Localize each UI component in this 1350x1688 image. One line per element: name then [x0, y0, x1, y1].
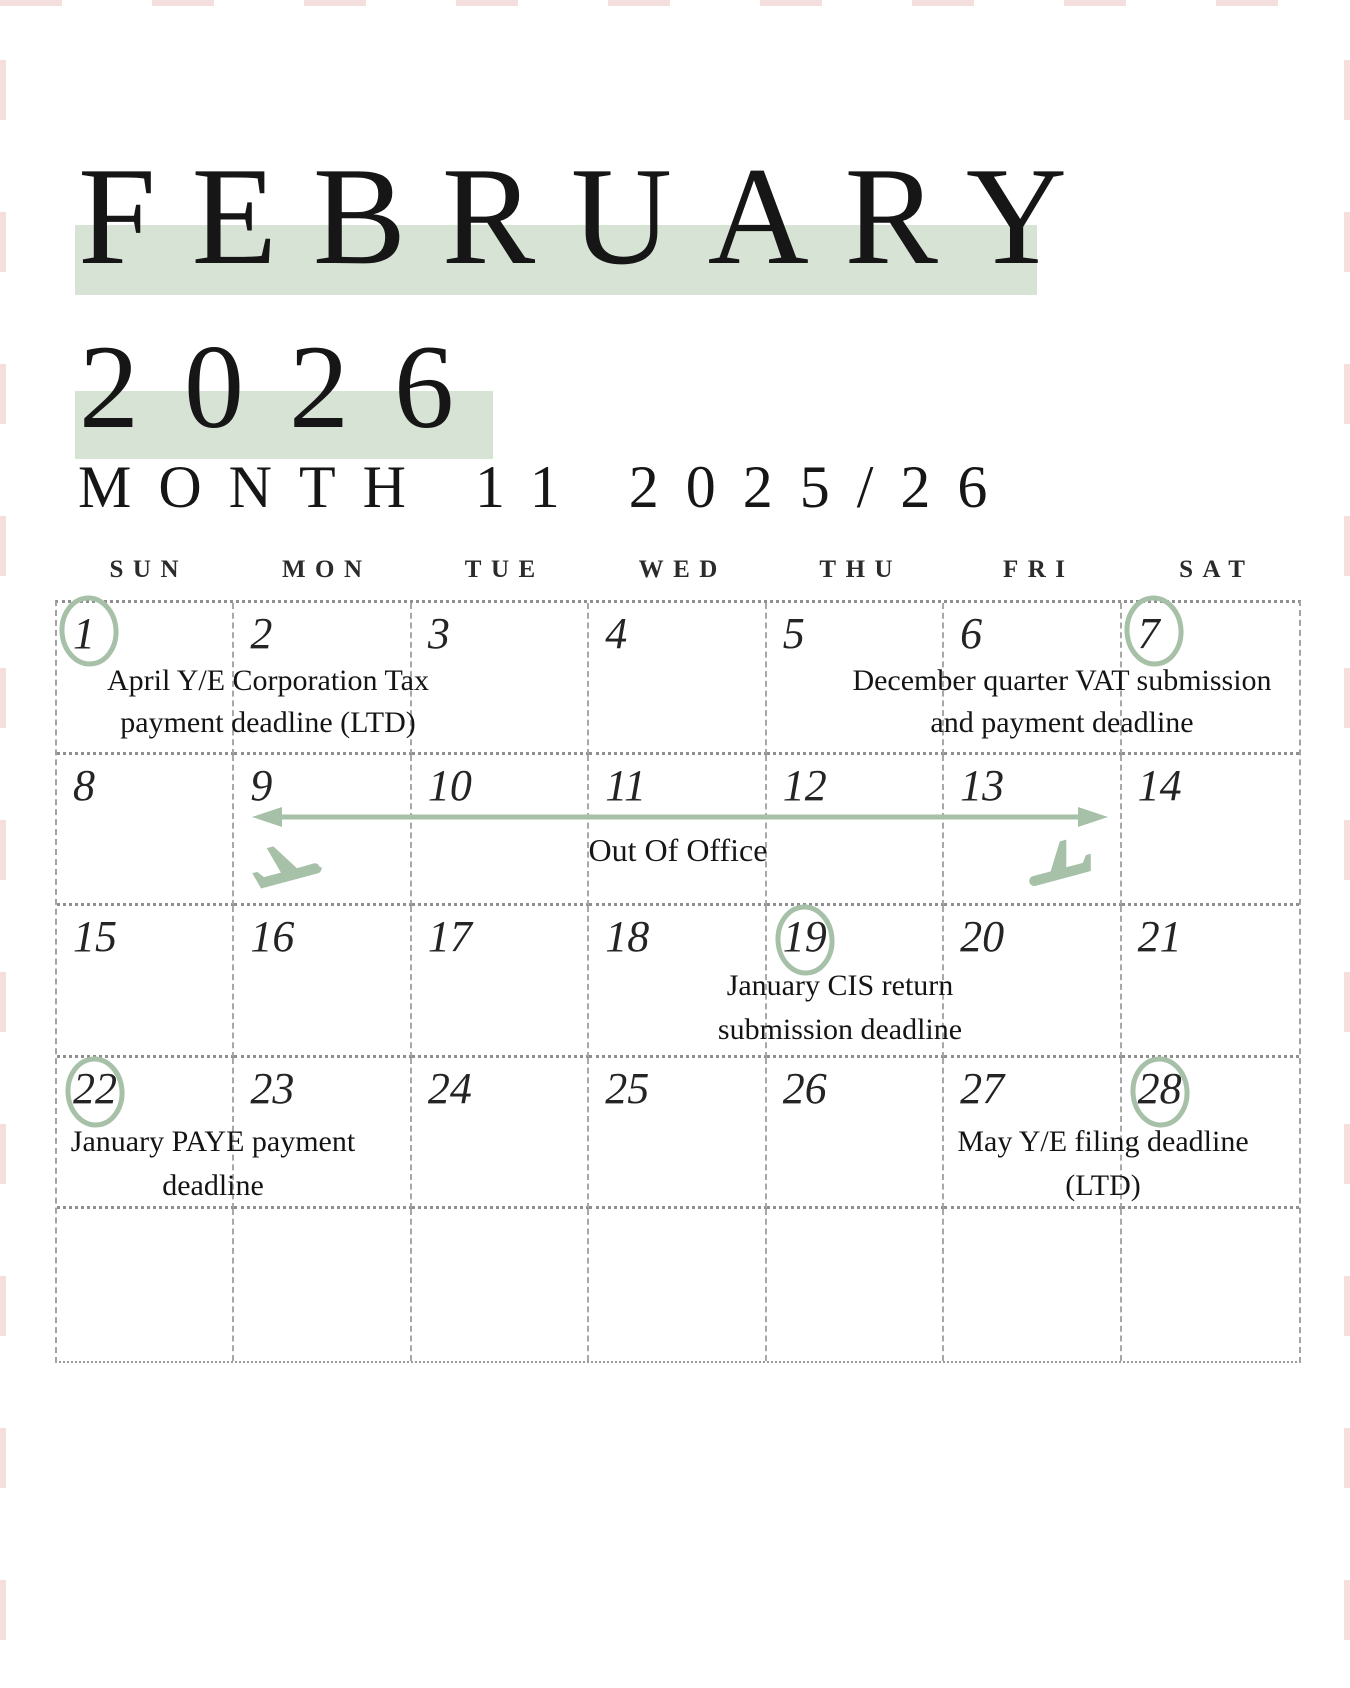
page-edge-marks-right	[1344, 60, 1350, 1688]
calendar-cell	[1122, 755, 1299, 907]
day-number: 5	[782, 609, 805, 658]
event-feb7-vat-deadline	[828, 660, 1296, 744]
year-title: 2026	[79, 320, 499, 453]
day-number: 28	[1137, 1063, 1182, 1113]
airplane-landing-icon	[1020, 834, 1100, 892]
event-line: January CIS return	[726, 969, 954, 1002]
event-line: April Y/E Corporation Tax	[106, 664, 430, 697]
airplane-takeoff-icon	[246, 840, 328, 900]
event-line: and payment deadline	[930, 706, 1194, 739]
day-number: 26	[782, 1063, 827, 1113]
calendar-cell	[412, 755, 589, 907]
calendar-cell	[57, 906, 234, 1058]
event-line: (LTD)	[1065, 1169, 1141, 1202]
weekday-mon: MON	[281, 556, 372, 583]
event-line: payment deadline (LTD)	[120, 706, 416, 739]
month-title: FEBRUARY	[78, 139, 1103, 294]
weekday-sat: SAT	[1179, 556, 1255, 583]
out-of-office-arrow	[250, 804, 1110, 830]
day-number: 2	[250, 609, 273, 658]
day-number: 14	[1137, 760, 1182, 810]
calendar-cell	[944, 1209, 1121, 1361]
day-number: 11	[605, 760, 647, 810]
day-number: 7	[1137, 609, 1160, 658]
calendar-cell	[412, 1209, 589, 1361]
event-feb19-cis-return	[705, 964, 975, 1052]
day-number: 10	[427, 760, 472, 810]
event-line: submission deadline	[717, 1013, 963, 1046]
calendar-cell	[1122, 906, 1299, 1058]
event-line: January PAYE payment	[70, 1125, 356, 1158]
day-number: 20	[960, 912, 1005, 962]
weekday-wed: WED	[638, 556, 727, 583]
calendar-cell	[234, 1209, 411, 1361]
calendar-cell	[589, 1209, 766, 1361]
day-number: 16	[250, 912, 295, 962]
event-line: May Y/E filing deadline	[957, 1125, 1249, 1158]
out-of-office-label: Out Of Office	[588, 832, 768, 868]
calendar-cell	[57, 755, 234, 907]
day-number: 19	[782, 912, 827, 962]
page-edge-marks-top	[0, 0, 1350, 6]
event-feb22-paye-payment	[58, 1120, 368, 1208]
calendar-cell	[589, 755, 766, 907]
day-number: 17	[427, 912, 472, 962]
page-edge-marks-left	[0, 60, 6, 1688]
calendar-cell	[767, 755, 944, 907]
day-number: 8	[73, 760, 95, 810]
calendar-cell	[412, 1058, 589, 1210]
day-number: 12	[782, 760, 827, 810]
weekday-header-row	[55, 556, 1301, 584]
day-number: 21	[1137, 912, 1182, 962]
day-number: 18	[605, 912, 650, 962]
tax-month-subtitle: MONTH 11 2025/26	[78, 454, 1015, 520]
day-number: 25	[605, 1063, 650, 1113]
calendar-cell	[589, 1058, 766, 1210]
event-feb1-corporation-tax	[58, 660, 478, 744]
day-number: 1	[73, 609, 95, 658]
weekday-thu: THU	[819, 556, 903, 583]
calendar-cell	[767, 1209, 944, 1361]
day-number: 23	[250, 1063, 295, 1113]
weekday-fri: FRI	[1002, 556, 1075, 583]
calendar-cell	[412, 906, 589, 1058]
event-feb28-ye-filing	[947, 1120, 1259, 1208]
day-number: 27	[960, 1063, 1005, 1113]
event-line: December quarter VAT submission	[852, 664, 1272, 697]
day-number: 13	[960, 760, 1005, 810]
weekday-sun: SUN	[109, 556, 188, 583]
day-number: 9	[250, 760, 273, 810]
weekday-tue: TUE	[464, 556, 545, 583]
calendar-cell	[589, 603, 766, 755]
day-number: 3	[427, 609, 450, 658]
day-number: 24	[427, 1063, 472, 1113]
day-number: 4	[605, 609, 628, 658]
day-number: 6	[960, 609, 983, 658]
calendar-cell	[1122, 1209, 1299, 1361]
calendar-cell	[57, 1209, 234, 1361]
event-line: deadline	[162, 1169, 264, 1202]
day-number: 22	[73, 1063, 117, 1113]
calendar-cell	[234, 906, 411, 1058]
day-number: 15	[73, 912, 117, 962]
calendar-cell	[767, 1058, 944, 1210]
